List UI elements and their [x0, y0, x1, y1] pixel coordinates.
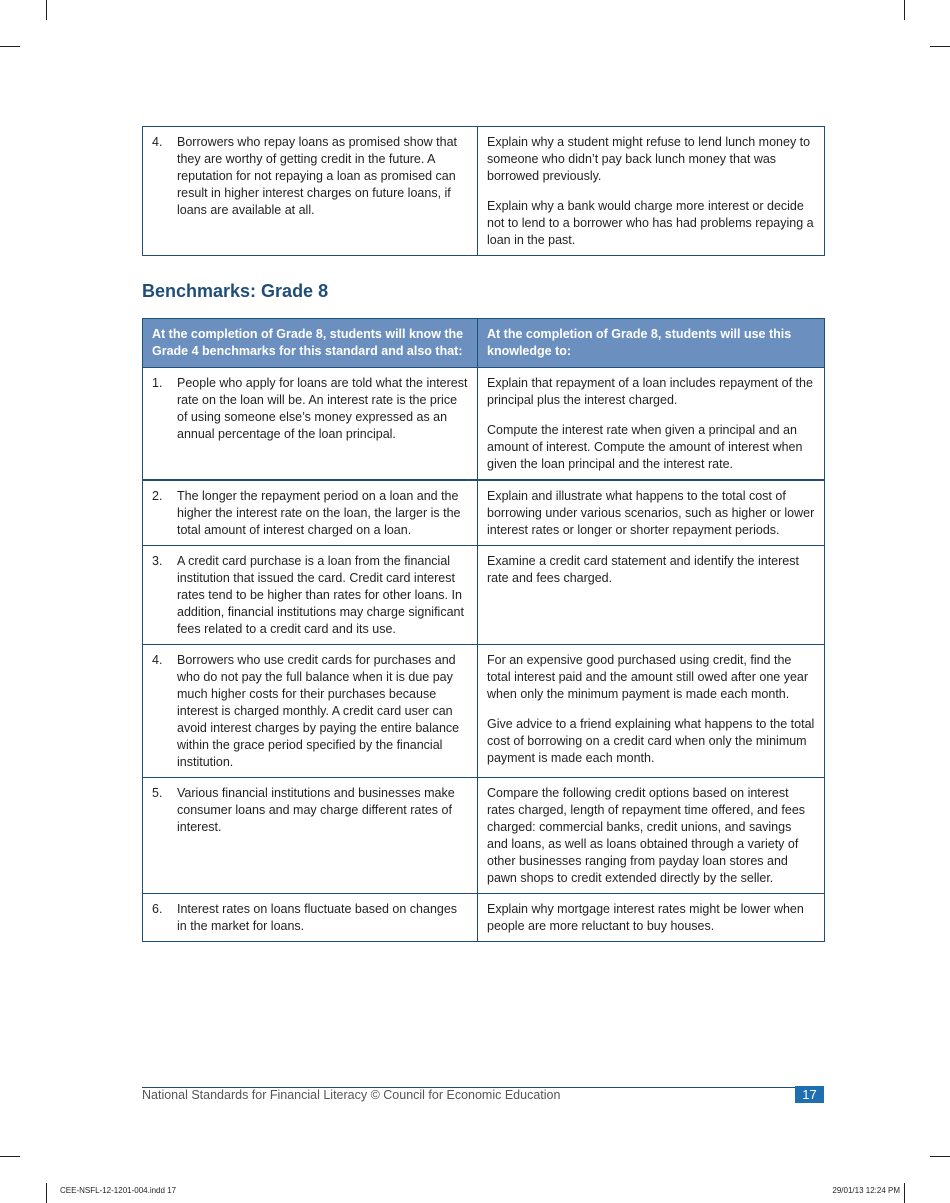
grade8-benchmarks-table [142, 318, 825, 942]
benchmark-cell [143, 645, 478, 778]
item-number: 5. [152, 786, 163, 800]
item-number: 6. [152, 902, 163, 916]
item-number: 3. [152, 554, 163, 568]
table-row [143, 127, 825, 256]
item-number: 4. [152, 135, 163, 149]
crop-mark [0, 1156, 20, 1157]
benchmark-cell [143, 778, 478, 894]
crop-mark [904, 1183, 905, 1203]
use-text: Explain and illustrate what happens to the total cost of borrowing under various scenarios, such as higher or lower interest rates or longer or shorter repayment periods. [487, 489, 815, 537]
item-number: 4. [152, 653, 163, 667]
benchmark-text: Various financial institutions and businesses make consumer loans and may charge different rates of interest. [177, 786, 455, 834]
item-number: 2. [152, 489, 163, 503]
use-text: Explain why mortgage interest rates might be lower when people are more reluctant to buy houses. [487, 902, 804, 933]
header-left: At the completion of Grade 8, students will know the Grade 4 benchmarks for this standard and also that: [143, 319, 478, 368]
item-number: 1. [152, 376, 163, 390]
slug-timestamp: 29/01/13 12:24 PM [832, 1186, 900, 1195]
benchmark-text: People who apply for loans are told what the interest rate on the loan will be. An interest rate is the price of using someone else’s money expressed as an annual percentage of the loan principal. [177, 376, 468, 441]
use-text: Compare the following credit options based on interest rates charged, length of repayment time offered, and fees charged: commercial banks, credit unions, and savings and loans, as well as loans obtained through a variety of other businesses ranging from payday loan stores and pawn shops to credit extended directly by the seller. [487, 786, 806, 885]
section-title: Benchmarks: Grade 8 [142, 281, 329, 301]
benchmark-cell [143, 894, 478, 942]
use-text: Give advice to a friend explaining what happens to the total cost of borrowing on a credit card when only the minimum payment is made each month. [487, 717, 815, 765]
use-text: Compute the interest rate when given a principal and an amount of interest. Compute the amount of interest when given the loan principal and the interest rate. [487, 423, 803, 471]
benchmark-cell [143, 480, 478, 546]
use-knowledge-cell [478, 546, 825, 645]
use-knowledge-cell [478, 368, 825, 481]
table-row [143, 645, 825, 778]
use-knowledge-cell [478, 645, 825, 778]
use-text: For an expensive good purchased using credit, find the total interest paid and the amount still owed after one year when only the minimum payment is made each month. [487, 653, 809, 701]
benchmark-text: A credit card purchase is a loan from the financial institution that issued the card. Credit card interest rates tend to be higher than rates for other loans. In addition, financial institutions may charge significant fees related to a credit card and its use. [177, 554, 464, 636]
benchmark-text: Borrowers who repay loans as promised show that they are worthy of getting credit in the future. A reputation for not repaying a loan as promised can result in higher interest charges on future loans, if loans are available at all. [177, 135, 457, 217]
benchmark-cell [143, 368, 478, 481]
crop-mark [46, 0, 47, 20]
table-row [143, 480, 825, 546]
table-row [143, 368, 825, 481]
benchmark-text: The longer the repayment period on a loan and the higher the interest rate on the loan, the larger is the total amount of interest charged on a loan. [177, 489, 461, 537]
benchmark-cell [143, 127, 478, 256]
benchmark-text: Interest rates on loans fluctuate based on changes in the market for loans. [177, 902, 458, 933]
footer-text: National Standards for Financial Literacy © Council for Economic Education [142, 1088, 561, 1102]
crop-mark [930, 46, 950, 47]
crop-mark [904, 0, 905, 20]
use-text: Explain why a bank would charge more interest or decide not to lend to a borrower who has had problems repaying a loan in the past. [487, 199, 814, 247]
crop-mark [46, 1183, 47, 1203]
crop-mark [930, 1156, 950, 1157]
use-text: Examine a credit card statement and identify the interest rate and fees charged. [487, 554, 799, 585]
use-knowledge-cell [478, 778, 825, 894]
page-number: 17 [795, 1086, 824, 1103]
use-knowledge-cell [478, 127, 825, 256]
use-knowledge-cell [478, 894, 825, 942]
benchmark-cell [143, 546, 478, 645]
header-right: At the completion of Grade 8, students will use this knowledge to: [478, 319, 825, 368]
table-row [143, 778, 825, 894]
crop-mark [0, 46, 20, 47]
use-knowledge-cell [478, 480, 825, 546]
use-text: Explain why a student might refuse to lend lunch money to someone who didn’t pay back lunch money that was borrowed previously. [487, 135, 811, 183]
table-header-row [143, 319, 825, 368]
use-text: Explain that repayment of a loan includes repayment of the principal plus the interest charged. [487, 376, 813, 407]
table-row [143, 546, 825, 645]
continued-benchmarks-table [142, 126, 825, 256]
benchmark-text: Borrowers who use credit cards for purchases and who do not pay the full balance when it is due pay much higher costs for their purchases because interest is charged monthly. A credit card user can avoid interest charges by paying the entire balance within the grace period specified by the financial institution. [177, 653, 460, 769]
table-row [143, 894, 825, 942]
slug-file: CEE-NSFL-12-1201-004.indd 17 [60, 1186, 177, 1195]
